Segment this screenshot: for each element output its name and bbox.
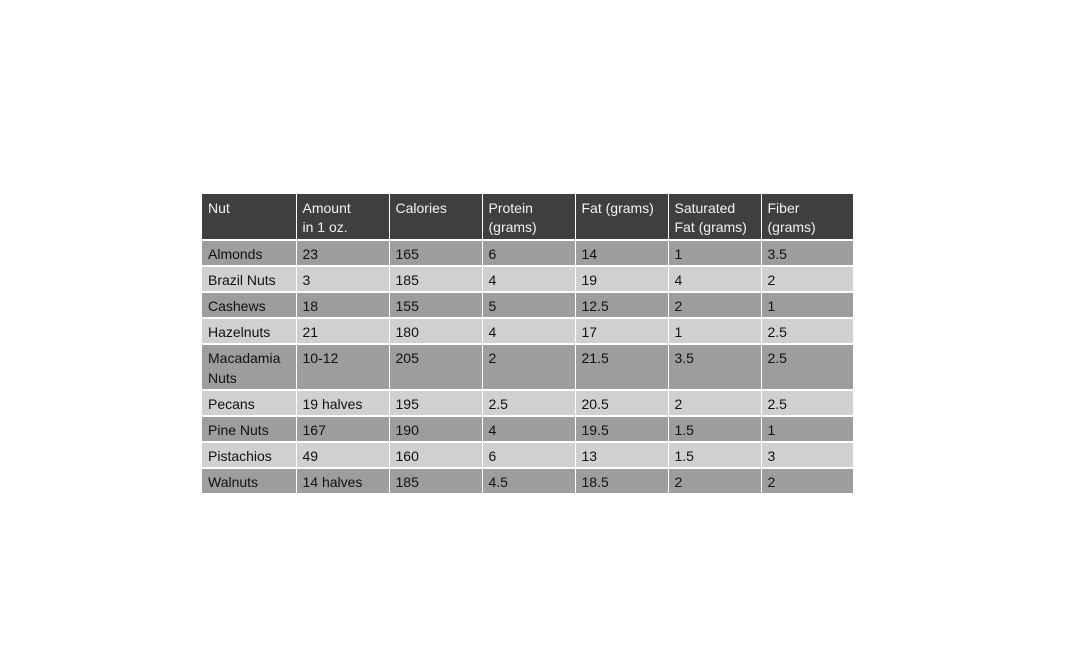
cell-protein: 4 xyxy=(482,416,575,442)
cell-fat: 19 xyxy=(575,266,668,292)
cell-nut: Cashews xyxy=(202,292,296,318)
cell-saturated-fat: 1 xyxy=(668,240,761,266)
cell-fat: 14 xyxy=(575,240,668,266)
cell-protein: 4.5 xyxy=(482,468,575,493)
table-row xyxy=(202,442,853,468)
cell-saturated-fat: 1.5 xyxy=(668,442,761,468)
cell-fat: 20.5 xyxy=(575,390,668,416)
table-row xyxy=(202,390,853,416)
cell-calories: 165 xyxy=(389,240,482,266)
table-row xyxy=(202,266,853,292)
cell-protein: 4 xyxy=(482,318,575,344)
cell-nut: Pine Nuts xyxy=(202,416,296,442)
cell-nut: Macadamia Nuts xyxy=(202,344,296,390)
cell-protein: 2 xyxy=(482,344,575,390)
cell-fat: 18.5 xyxy=(575,468,668,493)
table-row xyxy=(202,240,853,266)
header-protein: Protein (grams) xyxy=(482,194,575,240)
cell-nut: Brazil Nuts xyxy=(202,266,296,292)
table-body xyxy=(202,240,853,493)
cell-amount: 21 xyxy=(296,318,389,344)
cell-fat: 13 xyxy=(575,442,668,468)
cell-protein: 2.5 xyxy=(482,390,575,416)
cell-saturated-fat: 2 xyxy=(668,390,761,416)
cell-amount: 18 xyxy=(296,292,389,318)
cell-calories: 160 xyxy=(389,442,482,468)
cell-fiber: 2.5 xyxy=(761,318,853,344)
cell-nut: Pistachios xyxy=(202,442,296,468)
cell-fiber: 2 xyxy=(761,266,853,292)
cell-saturated-fat: 4 xyxy=(668,266,761,292)
cell-fat: 19.5 xyxy=(575,416,668,442)
cell-calories: 195 xyxy=(389,390,482,416)
cell-calories: 155 xyxy=(389,292,482,318)
cell-nut: Almonds xyxy=(202,240,296,266)
cell-calories: 190 xyxy=(389,416,482,442)
cell-nut: Walnuts xyxy=(202,468,296,493)
cell-calories: 205 xyxy=(389,344,482,390)
cell-saturated-fat: 1.5 xyxy=(668,416,761,442)
header-fiber: Fiber (grams) xyxy=(761,194,853,240)
cell-nut: Pecans xyxy=(202,390,296,416)
table-row xyxy=(202,416,853,442)
cell-fat: 12.5 xyxy=(575,292,668,318)
cell-fat: 21.5 xyxy=(575,344,668,390)
cell-amount: 167 xyxy=(296,416,389,442)
cell-calories: 185 xyxy=(389,468,482,493)
cell-fiber: 1 xyxy=(761,292,853,318)
cell-saturated-fat: 3.5 xyxy=(668,344,761,390)
table-row xyxy=(202,318,853,344)
cell-amount: 14 halves xyxy=(296,468,389,493)
cell-protein: 6 xyxy=(482,442,575,468)
cell-amount: 3 xyxy=(296,266,389,292)
cell-calories: 180 xyxy=(389,318,482,344)
cell-amount: 10-12 xyxy=(296,344,389,390)
cell-saturated-fat: 2 xyxy=(668,292,761,318)
cell-protein: 4 xyxy=(482,266,575,292)
cell-saturated-fat: 2 xyxy=(668,468,761,493)
cell-protein: 6 xyxy=(482,240,575,266)
cell-fiber: 1 xyxy=(761,416,853,442)
cell-amount: 19 halves xyxy=(296,390,389,416)
cell-fiber: 2.5 xyxy=(761,344,853,390)
nut-nutrition-table xyxy=(202,194,853,493)
cell-fiber: 3 xyxy=(761,442,853,468)
cell-saturated-fat: 1 xyxy=(668,318,761,344)
cell-fiber: 2 xyxy=(761,468,853,493)
cell-fiber: 3.5 xyxy=(761,240,853,266)
cell-fat: 17 xyxy=(575,318,668,344)
cell-nut: Hazelnuts xyxy=(202,318,296,344)
table-row xyxy=(202,344,853,390)
header-nut: Nut xyxy=(202,194,296,240)
header-saturated-fat: Saturated Fat (grams) xyxy=(668,194,761,240)
cell-amount: 23 xyxy=(296,240,389,266)
cell-calories: 185 xyxy=(389,266,482,292)
header-calories: Calories xyxy=(389,194,482,240)
cell-amount: 49 xyxy=(296,442,389,468)
header-fat: Fat (grams) xyxy=(575,194,668,240)
table-header xyxy=(202,194,853,240)
cell-protein: 5 xyxy=(482,292,575,318)
table-row xyxy=(202,292,853,318)
table-row xyxy=(202,468,853,493)
cell-fiber: 2.5 xyxy=(761,390,853,416)
header-amount: Amount in 1 oz. xyxy=(296,194,389,240)
header-row xyxy=(202,194,853,240)
